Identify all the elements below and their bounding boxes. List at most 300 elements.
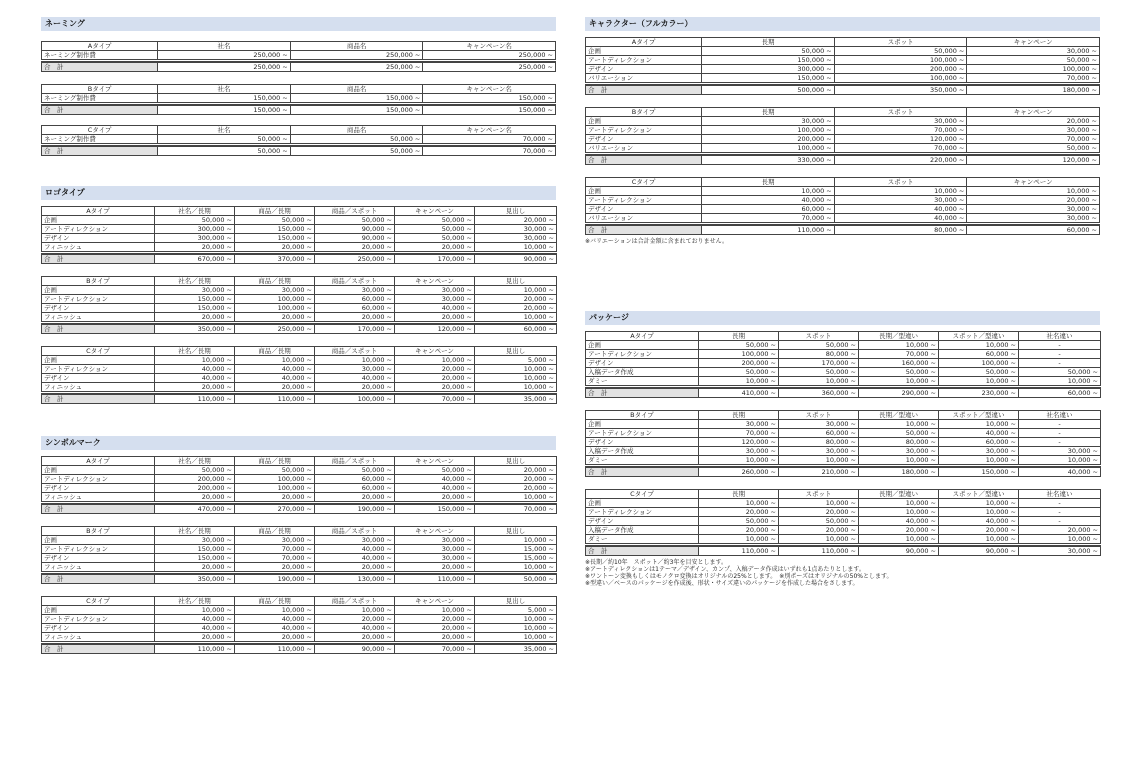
column-header-cell: 社名 [158,42,291,51]
price-cell: 50,000 ~ [1019,368,1101,377]
price-cell: 20,000 ~ [235,383,315,392]
price-cell: 150,000 ~ [155,545,235,554]
price-cell: 20,000 ~ [235,243,315,252]
total-label-cell: 合 計 [42,146,158,156]
table-row [42,624,557,633]
row-label-cell: 企画 [42,286,155,295]
price-cell: 10,000 ~ [395,606,475,615]
package-note: ※アートディレクションは1テーマ／デザイン、カンプ、入稿データ作成はいずれも1点あたりとします。 [585,566,865,573]
total-row [586,225,1100,235]
total-cell: 210,000 ~ [779,467,859,477]
price-table [41,125,556,156]
column-header-cell: 長期 [702,178,835,187]
total-cell: 230,000 ~ [939,388,1019,398]
table-row [42,225,557,234]
total-cell: 180,000 ~ [859,467,939,477]
total-cell: 150,000 ~ [939,467,1019,477]
table-row [586,341,1101,350]
table-row [586,126,1100,135]
total-cell: 110,000 ~ [235,644,315,654]
row-label-cell: ダミー [586,377,699,386]
total-cell: 50,000 ~ [290,146,423,156]
total-cell: 290,000 ~ [859,388,939,398]
price-cell: 10,000 ~ [475,633,557,642]
column-header-cell: 商品／スポット [315,207,395,216]
price-cell: 20,000 ~ [155,383,235,392]
total-label-cell: 合 計 [42,574,155,584]
price-cell: 30,000 ~ [395,545,475,554]
column-header-cell: キャンペーン [395,457,475,466]
column-header-cell: 商品名 [290,85,423,94]
table-row [42,475,557,484]
total-row [42,504,557,514]
price-table [41,276,557,334]
type-header-cell: Cタイプ [586,490,699,499]
price-table [41,346,557,404]
price-cell: - [1019,359,1101,368]
price-cell: 10,000 ~ [779,377,859,386]
price-cell: 30,000 ~ [155,286,235,295]
total-cell: 60,000 ~ [1019,388,1101,398]
price-cell: - [1019,508,1101,517]
column-header-cell: 見出し [475,347,557,356]
price-cell: 20,000 ~ [395,365,475,374]
price-cell: 20,000 ~ [779,508,859,517]
table-row [42,545,557,554]
price-cell: 10,000 ~ [475,615,557,624]
price-cell: 30,000 ~ [395,286,475,295]
price-cell: 90,000 ~ [315,234,395,243]
row-label-cell: アートディレクション [42,295,155,304]
table-header-row [42,457,557,466]
table-header-row [586,490,1101,499]
total-cell: 190,000 ~ [315,504,395,514]
price-cell: 50,000 ~ [235,466,315,475]
column-header-cell: 商品／スポット [315,457,395,466]
price-cell: 40,000 ~ [155,624,235,633]
column-header-cell: キャンペーン名 [423,42,556,51]
column-header-cell: キャンペーン [967,108,1100,117]
type-header-cell: Cタイプ [42,347,155,356]
price-cell: 20,000 ~ [155,563,235,572]
column-header-cell: キャンペーン [395,277,475,286]
table-row [42,615,557,624]
type-header-cell: Bタイプ [42,527,155,536]
table-row [586,359,1101,368]
table-row [586,65,1100,74]
column-header-cell: 商品名 [290,42,423,51]
table-header-row [586,38,1100,47]
price-cell: - [1019,341,1101,350]
price-cell: 30,000 ~ [834,196,967,205]
row-label-cell: ダミー [586,456,699,465]
total-cell: 350,000 ~ [155,324,235,334]
price-cell: 10,000 ~ [475,243,557,252]
price-cell: 70,000 ~ [967,74,1100,83]
column-header-cell: キャンペーン [395,527,475,536]
package-section-title: パッケージ [585,311,1100,325]
price-cell: 40,000 ~ [395,475,475,484]
row-label-cell: デザイン [42,554,155,563]
price-cell: 20,000 ~ [235,493,315,502]
total-row [42,394,557,404]
price-cell: 10,000 ~ [1019,377,1101,386]
price-cell: 70,000 ~ [235,554,315,563]
price-cell: 10,000 ~ [939,341,1019,350]
price-cell: 30,000 ~ [475,225,557,234]
price-cell: 20,000 ~ [395,624,475,633]
price-cell: 30,000 ~ [315,536,395,545]
price-cell: 40,000 ~ [235,615,315,624]
price-table [41,456,557,514]
price-cell: - [1019,350,1101,359]
price-cell: 50,000 ~ [699,517,779,526]
package-note: ※型違い／ベースのパッケージを作成後、形状・サイズ違いのパッケージを作成した場合をさします。 [585,580,859,587]
price-cell: 40,000 ~ [315,545,395,554]
price-cell: 20,000 ~ [315,313,395,322]
price-table [41,41,556,72]
character-note: ※バリエーションは合計金額に含まれておりません。 [585,238,729,245]
total-cell: 670,000 ~ [155,254,235,264]
price-cell: 150,000 ~ [155,304,235,313]
total-cell: 350,000 ~ [155,574,235,584]
table-row [586,117,1100,126]
price-cell: 90,000 ~ [315,225,395,234]
price-cell: 40,000 ~ [155,365,235,374]
price-cell: 5,000 ~ [475,606,557,615]
total-cell: 410,000 ~ [699,388,779,398]
price-cell: 10,000 ~ [702,187,835,196]
column-header-cell: キャンペーン [395,597,475,606]
price-cell: - [1019,438,1101,447]
total-cell: 130,000 ~ [315,574,395,584]
total-row [42,146,556,156]
price-cell: 200,000 ~ [155,475,235,484]
total-label-cell: 合 計 [586,388,699,398]
total-cell: 90,000 ~ [939,546,1019,556]
total-label-cell: 合 計 [586,546,699,556]
price-cell: 20,000 ~ [315,615,395,624]
total-row [42,324,557,334]
table-row [42,51,556,60]
price-cell: 20,000 ~ [395,633,475,642]
table-row [42,304,557,313]
price-cell: 60,000 ~ [939,438,1019,447]
price-cell: 50,000 ~ [155,216,235,225]
price-cell: 30,000 ~ [155,536,235,545]
price-cell: 30,000 ~ [395,554,475,563]
price-cell: 20,000 ~ [475,304,557,313]
row-label-cell: デザイン [586,438,699,447]
total-cell: 120,000 ~ [967,155,1100,165]
total-cell: 220,000 ~ [834,155,967,165]
table-row [586,144,1100,153]
type-header-cell: Cタイプ [42,597,155,606]
column-header-cell: スポット／型違い [939,490,1019,499]
price-cell: - [1019,429,1101,438]
table-header-row [42,347,557,356]
price-cell: 40,000 ~ [395,484,475,493]
price-cell: 20,000 ~ [155,633,235,642]
table-header-row [586,108,1100,117]
total-cell: 170,000 ~ [395,254,475,264]
total-row [42,254,557,264]
price-cell: 40,000 ~ [702,196,835,205]
price-cell: 10,000 ~ [315,356,395,365]
table-row [586,47,1100,56]
price-cell: 60,000 ~ [315,304,395,313]
price-cell: 70,000 ~ [702,214,835,223]
price-cell: 40,000 ~ [235,624,315,633]
price-cell: 10,000 ~ [235,356,315,365]
price-cell: 20,000 ~ [699,508,779,517]
total-row [42,574,557,584]
price-table [585,37,1100,95]
price-cell: 10,000 ~ [859,499,939,508]
price-cell: 30,000 ~ [235,286,315,295]
price-cell: 50,000 ~ [699,341,779,350]
column-header-cell: 見出し [475,527,557,536]
column-header-cell: キャンペーン [395,347,475,356]
table-row [586,74,1100,83]
price-cell: 100,000 ~ [702,144,835,153]
total-cell: 80,000 ~ [834,225,967,235]
table-row [42,365,557,374]
price-cell: 50,000 ~ [395,234,475,243]
total-cell: 180,000 ~ [967,85,1100,95]
table-row [586,429,1101,438]
price-cell: 20,000 ~ [475,466,557,475]
price-cell: 10,000 ~ [475,563,557,572]
price-cell: 50,000 ~ [290,135,423,144]
price-cell: 10,000 ~ [475,624,557,633]
table-row [42,383,557,392]
price-cell: 50,000 ~ [834,47,967,56]
type-header-cell: Bタイプ [42,85,158,94]
price-cell: 10,000 ~ [859,535,939,544]
price-cell: 40,000 ~ [315,374,395,383]
total-cell: 170,000 ~ [315,324,395,334]
row-label-cell: アートディレクション [586,56,702,65]
price-table [585,177,1100,235]
total-cell: 100,000 ~ [315,394,395,404]
table-row [586,350,1101,359]
symbol-tables [41,456,556,654]
price-cell: 50,000 ~ [702,47,835,56]
price-cell: 10,000 ~ [939,499,1019,508]
total-cell: 150,000 ~ [290,105,423,115]
price-cell: 10,000 ~ [939,535,1019,544]
price-cell: 50,000 ~ [779,517,859,526]
total-cell: 60,000 ~ [475,324,557,334]
row-label-cell: 入稿データ作成 [586,447,699,456]
table-header-row [42,207,557,216]
price-cell: 100,000 ~ [967,65,1100,74]
price-cell: - [1019,420,1101,429]
total-cell: 110,000 ~ [779,546,859,556]
table-row [42,313,557,322]
column-header-cell: 長期 [699,411,779,420]
row-label-cell: デザイン [42,484,155,493]
row-label-cell: アートディレクション [42,365,155,374]
table-header-row [42,597,557,606]
column-header-cell: 商品／長期 [235,597,315,606]
price-cell: 200,000 ~ [699,359,779,368]
price-cell: 15,000 ~ [475,545,557,554]
column-header-cell: 商品／長期 [235,527,315,536]
package-note: ※ワントーン変換もしくはモノクロ変換はオリジナルの25%とします。 ※別ポーズはオリジナルの50%とします。 [585,573,893,580]
table-row [586,377,1101,386]
total-cell: 470,000 ~ [155,504,235,514]
price-cell: 60,000 ~ [315,295,395,304]
row-label-cell: フィニッシュ [42,313,155,322]
column-header-cell: 商品／スポット [315,597,395,606]
row-label-cell: アートディレクション [586,350,699,359]
price-cell: 50,000 ~ [779,341,859,350]
naming-tables [41,41,556,156]
price-cell: 150,000 ~ [290,94,423,103]
price-cell: 30,000 ~ [699,447,779,456]
total-cell: 360,000 ~ [779,388,859,398]
character-section-title: キャラクター（フルカラー） [585,17,1100,31]
column-header-cell: 商品／長期 [235,207,315,216]
row-label-cell: ダミー [586,535,699,544]
price-cell: 30,000 ~ [967,205,1100,214]
row-label-cell: フィニッシュ [42,383,155,392]
column-header-cell: 商品／長期 [235,277,315,286]
price-cell: 30,000 ~ [967,126,1100,135]
row-label-cell: ネーミング制作費 [42,51,158,60]
price-cell: 10,000 ~ [1019,535,1101,544]
column-header-cell: 見出し [475,277,557,286]
row-label-cell: アートディレクション [42,545,155,554]
price-cell: 20,000 ~ [315,383,395,392]
price-cell: 160,000 ~ [859,359,939,368]
column-header-cell: キャンペーン名 [423,85,556,94]
price-cell: 40,000 ~ [939,429,1019,438]
table-row [42,606,557,615]
column-header-cell: スポット／型違い [939,332,1019,341]
table-row [42,286,557,295]
price-cell: 150,000 ~ [158,94,291,103]
price-cell: - [1019,499,1101,508]
price-cell: 20,000 ~ [475,216,557,225]
total-row [586,467,1101,477]
row-label-cell: アートディレクション [586,196,702,205]
type-header-cell: Bタイプ [586,108,702,117]
price-cell: 20,000 ~ [155,243,235,252]
table-row [586,517,1101,526]
price-cell: 10,000 ~ [475,313,557,322]
price-cell: 50,000 ~ [158,135,291,144]
price-cell: 30,000 ~ [779,447,859,456]
price-cell: 10,000 ~ [859,420,939,429]
column-header-cell: 社名／長期 [155,527,235,536]
row-label-cell: 企画 [42,606,155,615]
package-notes [585,559,1100,587]
row-label-cell: 企画 [586,420,699,429]
price-cell: 80,000 ~ [859,438,939,447]
total-cell: 50,000 ~ [475,574,557,584]
price-cell: 70,000 ~ [834,144,967,153]
total-row [586,155,1100,165]
column-header-cell: 社名／長期 [155,457,235,466]
table-header-row [586,332,1101,341]
type-header-cell: Aタイプ [42,207,155,216]
row-label-cell: 企画 [586,187,702,196]
column-header-cell: 見出し [475,207,557,216]
table-row [586,420,1101,429]
total-cell: 70,000 ~ [395,394,475,404]
price-cell: 20,000 ~ [235,563,315,572]
price-cell: 250,000 ~ [423,51,556,60]
price-cell: 20,000 ~ [859,526,939,535]
price-cell: 120,000 ~ [699,438,779,447]
column-header-cell: 長期／型違い [859,411,939,420]
price-cell: 10,000 ~ [1019,456,1101,465]
total-label-cell: 合 計 [42,62,158,72]
price-cell: 20,000 ~ [699,526,779,535]
total-cell: 70,000 ~ [423,146,556,156]
column-header-cell: 社名／長期 [155,207,235,216]
column-header-cell: 見出し [475,597,557,606]
price-cell: 20,000 ~ [235,313,315,322]
price-cell: 170,000 ~ [779,359,859,368]
column-header-cell: 商品／スポット [315,347,395,356]
table-row [42,243,557,252]
price-cell: 100,000 ~ [235,304,315,313]
price-cell: 20,000 ~ [395,383,475,392]
price-cell: 30,000 ~ [395,536,475,545]
price-cell: 120,000 ~ [834,135,967,144]
table-row [42,374,557,383]
price-cell: 20,000 ~ [395,313,475,322]
price-cell: 100,000 ~ [834,56,967,65]
total-label-cell: 合 計 [42,504,155,514]
price-cell: 30,000 ~ [967,214,1100,223]
price-cell: 10,000 ~ [699,456,779,465]
table-row [586,214,1100,223]
price-cell: 10,000 ~ [235,606,315,615]
total-cell: 260,000 ~ [699,467,779,477]
price-cell: 20,000 ~ [315,633,395,642]
price-cell: 70,000 ~ [699,429,779,438]
price-cell: 40,000 ~ [939,517,1019,526]
total-row [42,644,557,654]
column-header-cell: 商品／スポット [315,527,395,536]
row-label-cell: 企画 [42,466,155,475]
logotype-tables [41,206,556,404]
table-row [586,438,1101,447]
row-label-cell: 企画 [42,356,155,365]
row-label-cell: ネーミング制作費 [42,94,158,103]
price-cell: 10,000 ~ [779,499,859,508]
price-cell: 40,000 ~ [235,374,315,383]
price-cell: 10,000 ~ [939,456,1019,465]
table-row [42,554,557,563]
total-cell: 270,000 ~ [235,504,315,514]
price-cell: 10,000 ~ [155,606,235,615]
table-row [42,484,557,493]
column-header-cell: 社名違い [1019,332,1101,341]
total-cell: 60,000 ~ [967,225,1100,235]
price-cell: 10,000 ~ [699,377,779,386]
price-cell: 20,000 ~ [967,117,1100,126]
price-cell: 20,000 ~ [315,563,395,572]
total-cell: 30,000 ~ [1019,546,1101,556]
price-cell: 20,000 ~ [395,374,475,383]
total-label-cell: 合 計 [586,225,702,235]
